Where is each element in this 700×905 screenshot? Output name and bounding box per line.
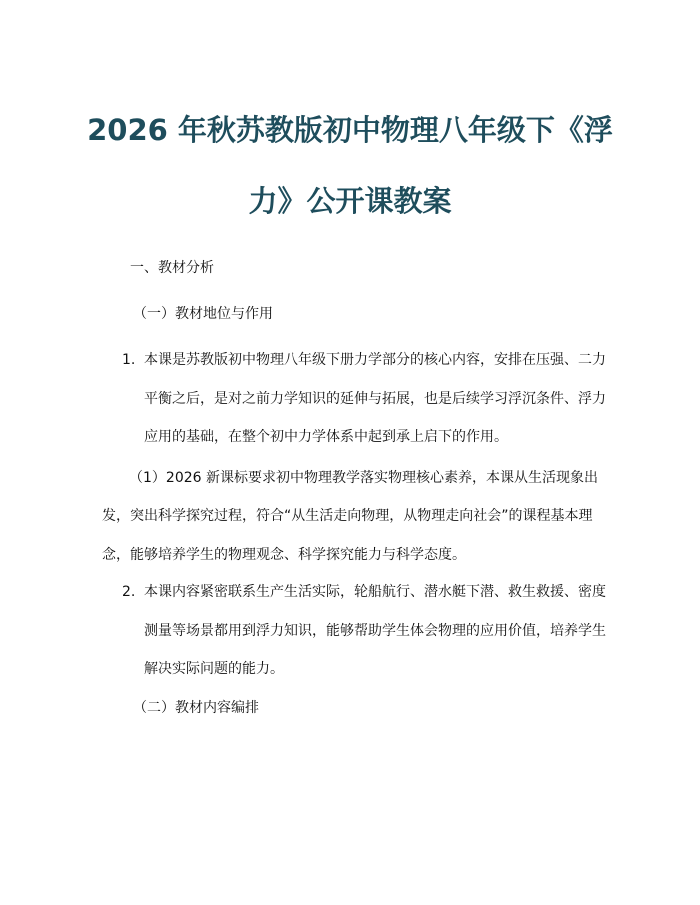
list-item-1-text-1: 本课是苏教版初中物理八年级下册力学部分的核心内容，安排在压强、二力 — [144, 352, 606, 368]
paragraph-1-line-2: 发，突出科学探究过程，符合“从生活走向物理，从物理走向社会”的课程基本理 — [102, 508, 593, 524]
list-item-1-line-2: 平衡之后，是对之前力学知识的延伸与拓展，也是后续学习浮沉条件、浮力 — [144, 391, 606, 407]
list-item-2-number: 2. — [122, 584, 136, 600]
list-item-2-line-3: 解决实际问题的能力。 — [144, 661, 284, 677]
document-title-line-1: 2026 年秋苏教版初中物理八年级下《浮 — [87, 113, 613, 147]
subsection-heading-status-role: （一）教材地位与作用 — [133, 306, 273, 322]
list-item-2-line-2: 测量等场景都用到浮力知识，能够帮助学生体会物理的应用价值，培养学生 — [144, 623, 606, 639]
document-title-line-2: 力》公开课教案 — [248, 184, 452, 218]
subsection-heading-content-arrangement: （二）教材内容编排 — [133, 700, 259, 716]
paragraph-1-line-1: （1）2026 新课标要求初中物理教学落实物理核心素养，本课从生活现象出 — [129, 470, 598, 486]
list-item-1-line-1 — [122, 350, 606, 370]
section-heading-textbook-analysis: 一、教材分析 — [130, 260, 214, 276]
list-item-1-number: 1. — [122, 352, 136, 368]
list-item-2-text-1: 本课内容紧密联系生产生活实际，轮船航行、潜水艇下潜、救生救援、密度 — [144, 584, 606, 600]
list-item-1-line-3: 应用的基础，在整个初中力学体系中起到承上启下的作用。 — [144, 429, 508, 445]
list-item-2-line-1 — [122, 582, 606, 602]
paragraph-1-line-3: 念，能够培养学生的物理观念、科学探究能力与科学态度。 — [102, 547, 466, 563]
